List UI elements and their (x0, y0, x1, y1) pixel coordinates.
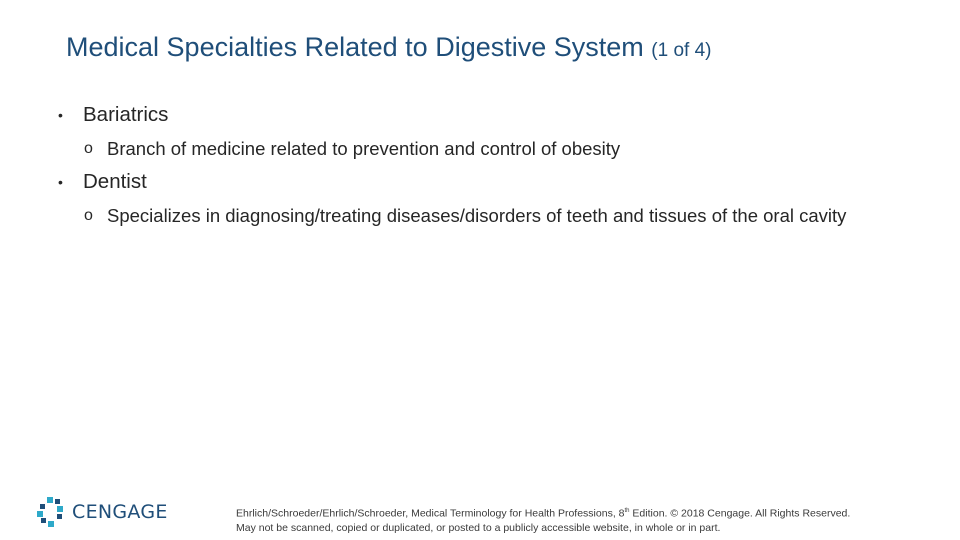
cengage-logo (37, 497, 168, 527)
sub-bullet-text: Branch of medicine related to prevention and control of obesity (107, 138, 621, 159)
sub-bullet-item (58, 137, 887, 160)
sub-bullet-marker: o (84, 140, 93, 157)
bullet-marker: • (58, 174, 63, 190)
bullet-item-bariatrics (58, 102, 938, 128)
bullet-heading: Bariatrics (83, 103, 169, 126)
slide-title (66, 30, 711, 68)
bullet-marker: • (58, 107, 63, 123)
cengage-logo-icon (37, 497, 65, 527)
sub-bullet-item (58, 204, 887, 227)
footer-line-1-post: Edition. © 2018 Cengage. All Rights Reserved. (629, 507, 851, 520)
footer-line-2: May not be scanned, copied or duplicated, or posted to a publicly accessible website, in whole or in part. (236, 522, 721, 534)
footer-line-1-pre: Ehrlich/Schroeder/Ehrlich/Schroeder, Medical Terminology for Health Professions, 8 (236, 507, 625, 520)
footer-sup: th (624, 508, 630, 514)
sub-bullet-text: Specializes in diagnosing/treating diseases/disorders of teeth and tissues of the oral cavity (107, 205, 847, 226)
footer-line-1 (236, 504, 948, 521)
logo-text: CENGAGE (72, 501, 168, 523)
title-suffix: (1 of 4) (651, 40, 712, 61)
bullet-heading: Dentist (83, 170, 147, 193)
bullet-list (58, 102, 938, 236)
bullet-item-dentist (58, 169, 938, 195)
copyright-footer (236, 504, 948, 536)
sub-bullet-marker: o (84, 207, 93, 224)
title-text: Medical Specialties Related to Digestive System (66, 32, 644, 62)
